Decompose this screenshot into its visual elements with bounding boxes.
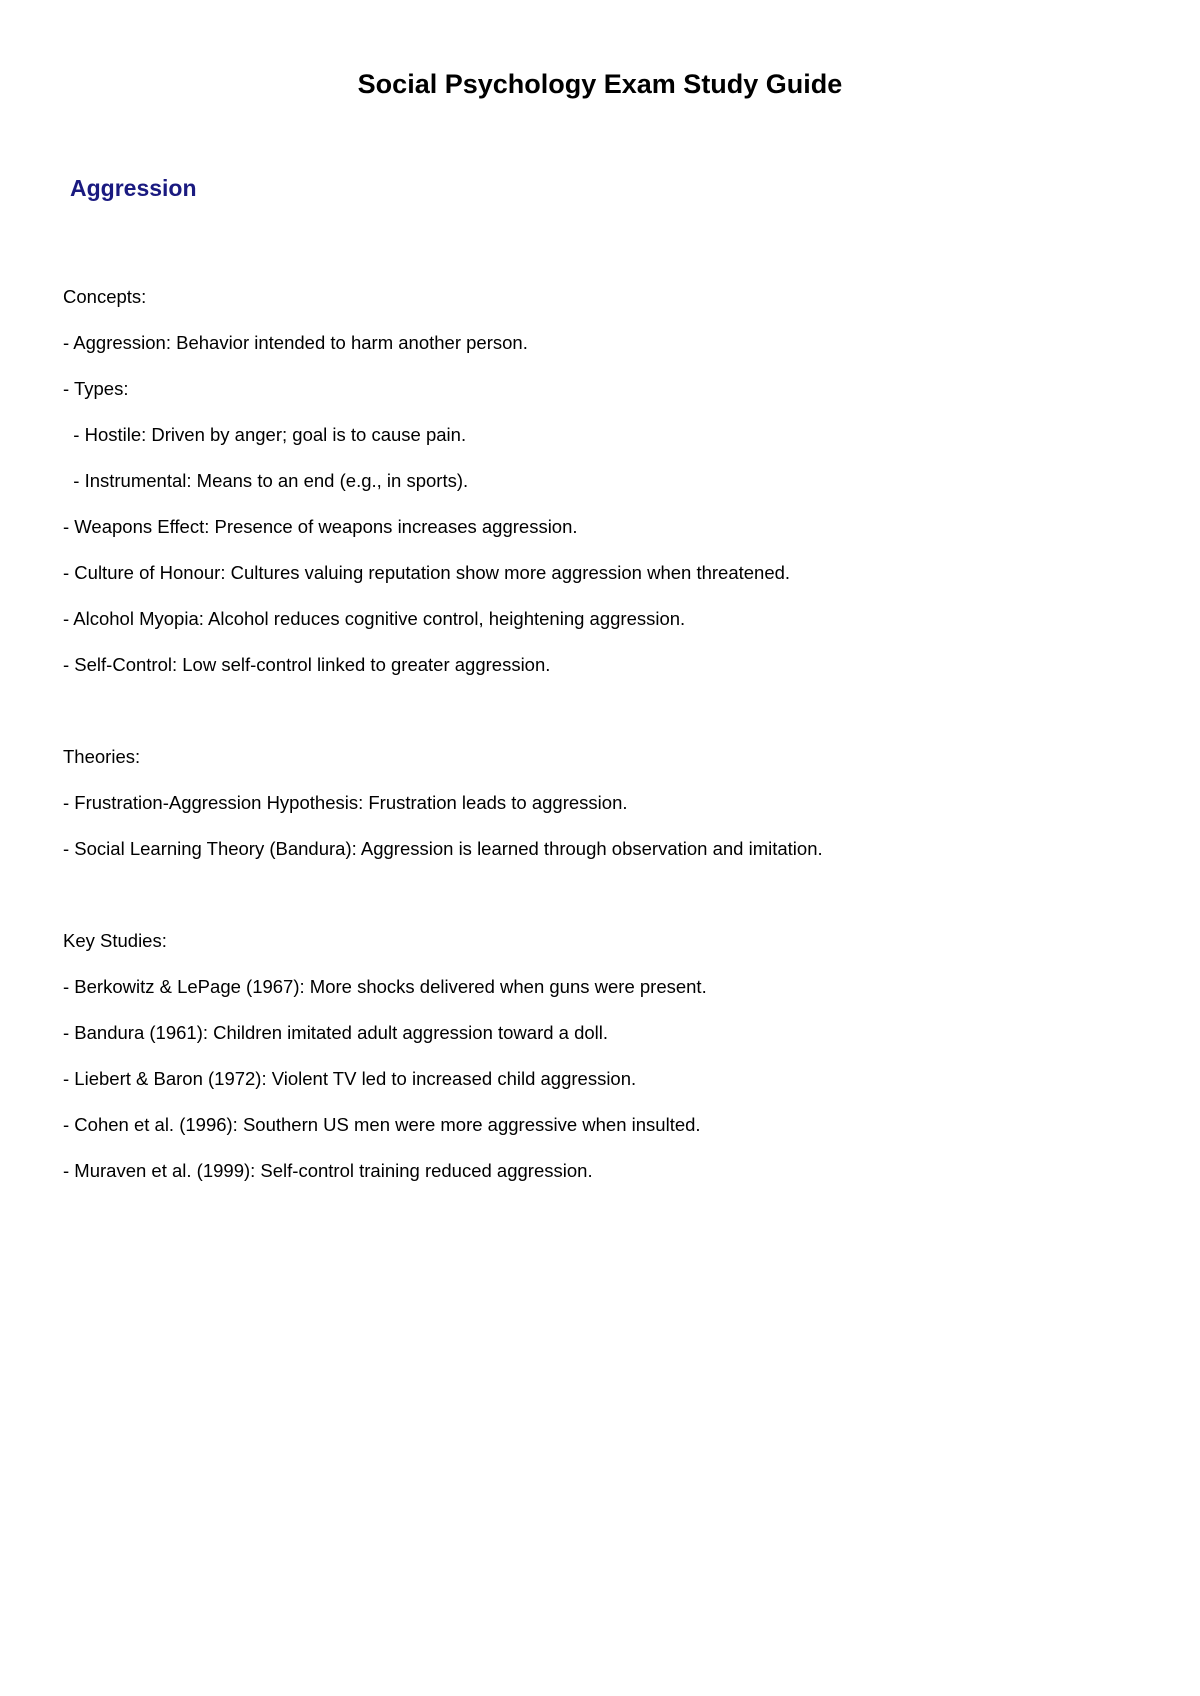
key-study-item: - Cohen et al. (1996): Southern US men were more aggressive when insulted. [63,1114,701,1135]
concept-item: - Weapons Effect: Presence of weapons increases aggression. [63,516,578,537]
key-study-item: - Berkowitz & LePage (1967): More shocks delivered when guns were present. [63,976,707,997]
key-study-item: - Muraven et al. (1999): Self-control training reduced aggression. [63,1160,593,1181]
concept-item: - Aggression: Behavior intended to harm another person. [63,332,528,353]
key-study-item: - Liebert & Baron (1972): Violent TV led to increased child aggression. [63,1068,637,1089]
section-heading-aggression: Aggression [70,175,197,201]
concept-item: - Alcohol Myopia: Alcohol reduces cognitive control, heightening aggression. [63,608,686,629]
key-studies-label: Key Studies: [63,930,167,951]
concept-item: - Self-Control: Low self-control linked to greater aggression. [63,654,551,675]
theory-item: - Frustration-Aggression Hypothesis: Frustration leads to aggression. [63,792,628,813]
paragraph-spacer [63,688,1143,734]
key-study-item: - Bandura (1961): Children imitated adult aggression toward a doll. [63,1022,609,1043]
concept-item: - Types: [63,378,129,399]
document-title: Social Psychology Exam Study Guide [357,69,843,99]
concepts-label: Concepts: [63,286,147,307]
concept-subitem: - Instrumental: Means to an end (e.g., in sports). [63,470,469,491]
section-body [63,274,1143,1194]
theory-item: - Social Learning Theory (Bandura): Aggression is learned through observation and imitation. [63,838,823,859]
paragraph-spacer [63,872,1143,918]
concept-subitem: - Hostile: Driven by anger; goal is to cause pain. [63,424,467,445]
theories-label: Theories: [63,746,141,767]
concept-item: - Culture of Honour: Cultures valuing reputation show more aggression when threatened. [63,562,791,583]
